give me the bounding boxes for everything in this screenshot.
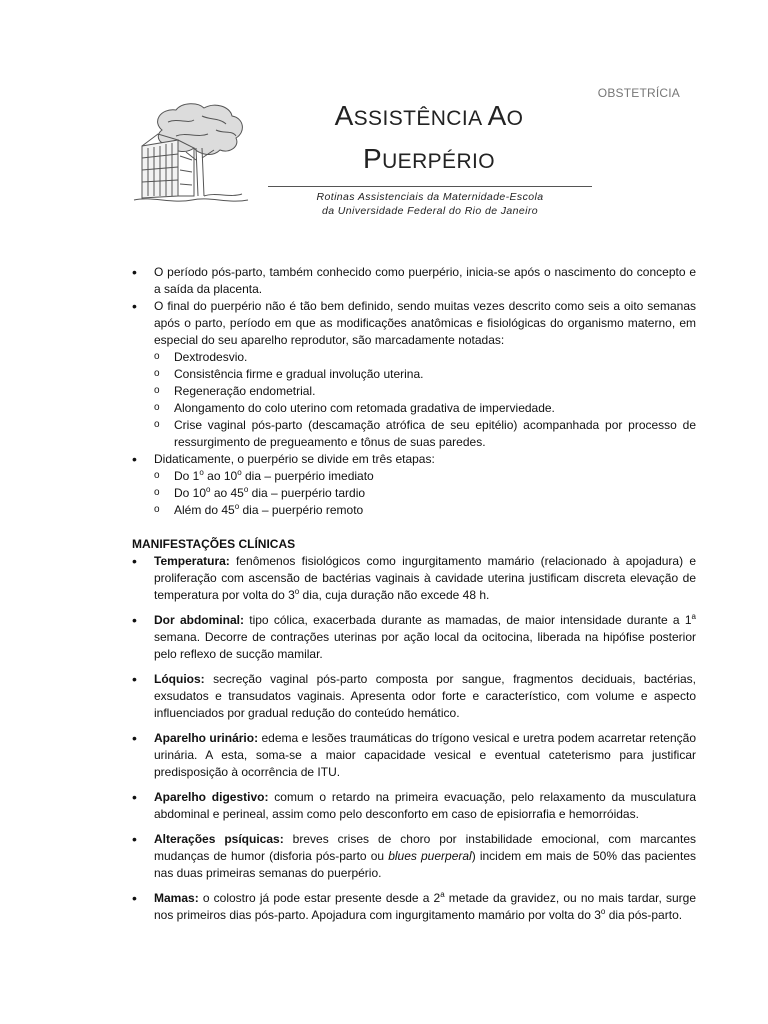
subtitle-line-1: Rotinas Assistenciais da Maternidade-Escola: [316, 191, 544, 203]
section-title: MANIFESTAÇÕES CLÍNICAS: [132, 537, 296, 551]
manifestation-urinario: • Aparelho urinário: edema e lesões traumáticas do trígono vesical e uretra podem acarretar retenção urinária. A esta, soma-se a maior capacidade vesical e eventual cateterismo para justificar predisposição à ocorrência de ITU.: [132, 730, 696, 781]
category-label: OBSTETRÍCIA: [597, 86, 680, 100]
tree-building-icon: [132, 100, 250, 210]
manifestation-digestivo: • Aparelho digestivo: comum o retardo na primeira evacuação, pelo relaxamento da musculatura abdominal e perineal, assim como pelo desconforto em caso de episiorrafia e hemorróidas.: [132, 789, 696, 823]
manifestation-temperatura: • Temperatura: fenômenos fisiológicos como ingurgitamento mamário (relacionado à apojadura) e proliferação com ascensão de bactérias vaginais à cavidade uterina justificam discreta elevação de temperatura por volta do 3$^o$ dia, cuja duração não excede 48 h.: [132, 553, 696, 604]
manifestation-psiquicas: • Alterações psíquicas: breves crises de choro por instabilidade emocional, com marcantes mudanças de humor (disforia pós-parto ou blues puerperal) incidem em mais de 50% das pacientes nas duas primeiras semanas do puerpério.: [132, 831, 696, 882]
title-line-2: PUERPÉRIO: [363, 143, 495, 174]
document-title: [268, 96, 590, 182]
intro-list: [132, 264, 696, 519]
subtitle-line-2: da Universidade Federal do Rio de Janeiro: [321, 205, 539, 217]
stage-item: o Do 1$^o$ ao 10$^o$ dia – puerpério imediato: [154, 468, 696, 485]
modification-item: o Consistência firme e gradual involução uterina.: [154, 366, 696, 383]
intro-text-3: Didaticamente, o puerpério se divide em três etapas:: [154, 452, 435, 466]
intro-item-3: [132, 451, 696, 519]
stage-item: o Do 10$^o$ ao 45$^o$ dia – puerpério tardio: [154, 485, 696, 502]
title-line-1: ASSISTÊNCIA AO: [334, 100, 524, 131]
stage-item: o Além do 45$^o$ dia – puerpério remoto: [154, 502, 696, 519]
modification-item: o Alongamento do colo uterino com retomada gradativa de imperviedade.: [154, 400, 696, 417]
document-subtitle: [268, 190, 592, 218]
intro-text-1: O período pós-parto, também conhecido como puerpério, inicia-se após o nascimento do concepto e a saída da placenta.: [154, 265, 696, 296]
modification-item: o Regeneração endometrial.: [154, 383, 696, 400]
manifestations-list: [132, 553, 696, 924]
title-divider: [268, 186, 592, 187]
intro-item-2: [132, 298, 696, 451]
intro-item-1: [132, 264, 696, 298]
intro-text-2: O final do puerpério não é tão bem definido, sendo muitas vezes descrito como seis a oito semanas após o parto, período em que as modificações anatômicas e fisiológicas do organismo materno, em especial do seu aparelho reprodutor, são marcadamente notadas:: [154, 299, 696, 347]
stages-list: [154, 468, 696, 519]
modification-item: o Crise vaginal pós-parto (descamação atrófica de seu epitélio) acompanhada por processo de ressurgimento de pregueamento e tônus de suas paredes.: [154, 417, 696, 451]
manifestation-mamas: • Mamas: o colostro já pode estar presente desde a 2$^a$ metade da gravidez, ou no mais tardar, surge nos primeiros dias pós-parto. Apojadura com ingurgitamento mamário por volta do 3$^o$ dia pós-parto.: [132, 890, 696, 924]
document-body: [132, 264, 696, 932]
modifications-list: [154, 349, 696, 451]
manifestation-dor-abdominal: • Dor abdominal: tipo cólica, exacerbada durante as mamadas, de maior intensidade durante a 1$^a$ semana. Decorre de contrações uterinas por ação local da ocitocina, liberada na hipófise posterior pelo reflexo de sucção mamilar.: [132, 612, 696, 663]
modification-item: o Dextrodesvio.: [154, 349, 696, 366]
manifestation-loquios: • Lóquios: secreção vaginal pós-parto composta por sangue, fragmentos deciduais, bactérias, exsudatos e transudatos vaginais. Apresenta odor forte e característico, com volume e aspecto influenciados por gradual redução do conteúdo hemático.: [132, 671, 696, 722]
